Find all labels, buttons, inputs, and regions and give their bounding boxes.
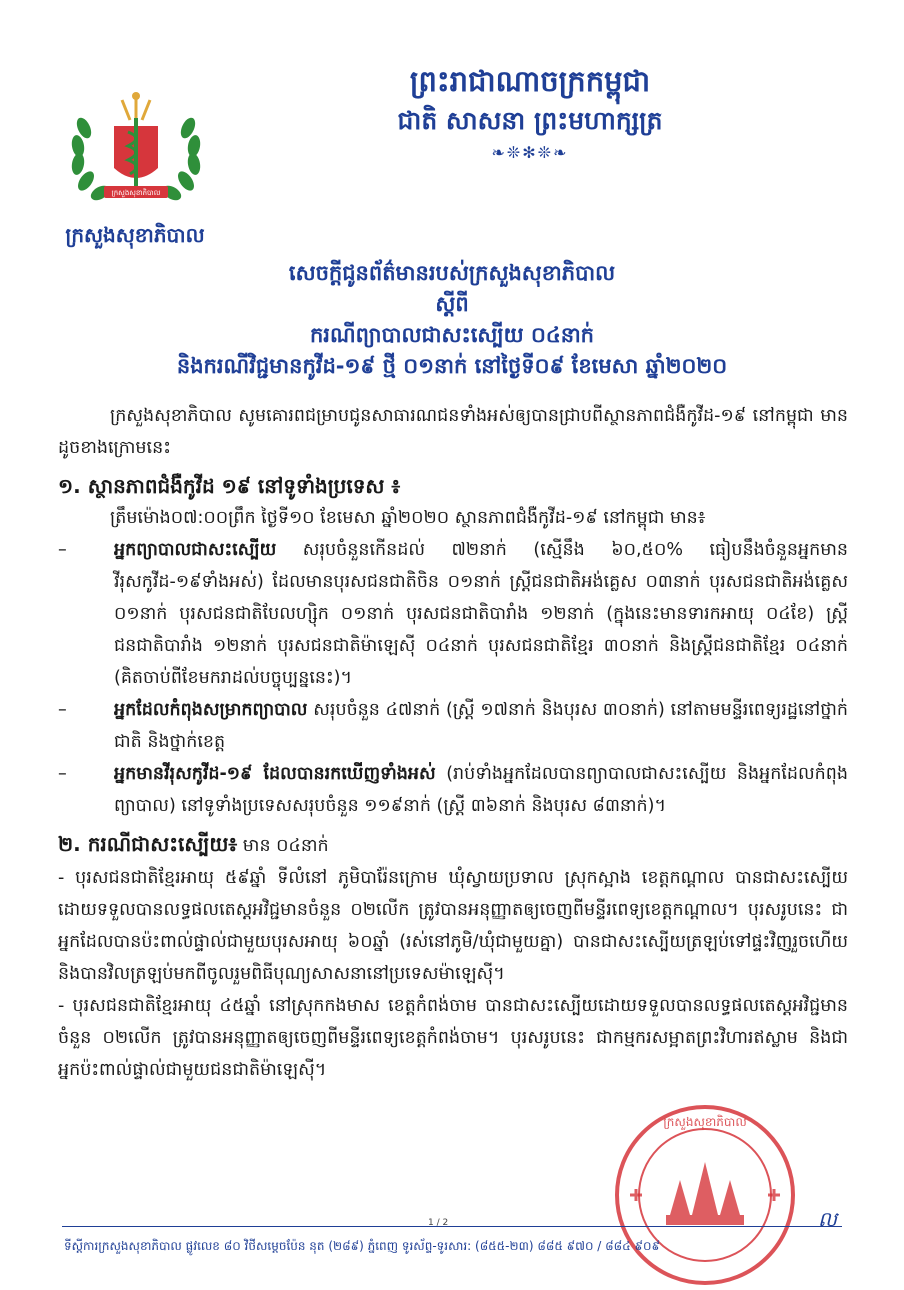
- bullet-text: សរុបចំនួន ៤៧នាក់ (ស្ត្រី ១៧នាក់ និងបុរស ៣០នាក់) នៅតាមមន្ទីរពេទ្យរដ្ឋនៅថ្នាក់ជាតិ និងថ្នាក់ខេត្ត: [114, 700, 848, 752]
- title-line-2: ស្តីពី: [435, 292, 469, 316]
- national-motto: ជាតិ សាសនា ព្រះមហាក្សត្រ: [397, 106, 663, 135]
- footer-divider: [62, 1226, 842, 1227]
- announcement-title: [60, 258, 844, 382]
- page-number: 1 / 2: [428, 1218, 449, 1228]
- seal-text: ក្រសួងសុខាភិបាល: [663, 1115, 747, 1129]
- recovery-case-1: - បុរសជនជាតិខ្មែរអាយុ ៥៩ឆ្នាំ ទីលំនៅ ភូមិបារ៉ែនក្រោម ឃុំស្វាយប្រទាល ស្រុកស្អាង ខេត្តកណ្តាល បានជាសះស្បើយ ដោយទទួលបានលទ្ធផលតេស្តអវិជ្ជមានចំនួន ០២លើក ត្រូវបានអនុញ្ញាតឲ្យចេញពីមន្ទីរពេទ្យខេត្តកណ្តាល។ បុរសរូបនេះ ជាអ្នកដែលបានប៉ះពាល់ផ្ទាល់ជាមួយបុរសអាយុ ៦០ឆ្នាំ (រស់នៅភូមិ/ឃុំជាមួយគ្នា) បានជាសះស្បើយត្រឡប់ទៅផ្ទះវិញរួចហើយ និងបានវិលត្រឡប់មកពីចូលរួមពិធីបុណ្យសាសនានៅប្រទេសម៉ាឡេស៊ី។: [58, 868, 848, 984]
- bullet-dash: –: [58, 540, 67, 560]
- letterhead: [260, 60, 800, 166]
- ministry-logo: [66, 88, 206, 218]
- list-item: [58, 758, 848, 822]
- bullet-dash: –: [58, 764, 67, 784]
- section-1-heading: ១. ស្ថានភាពជំងឺកូវីដ ១៩ នៅទូទាំងប្រទេស ៖: [58, 474, 401, 498]
- title-line-1: សេចក្តីជូនព័ត៌មានរបស់ក្រសួងសុខាភិបាល: [288, 261, 616, 285]
- bullet-label: អ្នកមានវីរុសកូវីដ-១៩ ដែលបានរកឃើញទាំងអស់: [114, 764, 436, 784]
- kingdom-title: ព្រះរាជាណាចក្រកម្ពុជា: [409, 64, 651, 98]
- bullet-dash: –: [58, 700, 67, 720]
- bullet-text: (រាប់ទាំងអ្នកដែលបានព្យាបាលជាសះស្បើយ និងអ្នកដែលកំពុងព្យាបាល) នៅទូទាំងប្រទេសសរុបចំនួន ១១៩នាក់ (ស្ត្រី ៣៦នាក់ និងបុរស ៨៣នាក់)។: [114, 764, 848, 816]
- bullet-label: អ្នកដែលកំពុងសម្រាកព្យាបាល: [114, 700, 308, 720]
- section-2-count: មាន ០៤នាក់: [237, 836, 329, 856]
- list-item: [58, 694, 848, 758]
- document-body: [58, 400, 848, 1086]
- section-2-heading: ២. ករណីជាសះស្បើយ៖ មាន ០៤នាក់: [58, 832, 329, 856]
- intro-paragraph: ក្រសួងសុខាភិបាល សូមគោរពជម្រាបជូនសាធារណជនទាំងអស់ឲ្យបានជ្រាបពីស្ថានភាពជំងឺកូវីដ-១៩ នៅកម្ពុជា មានដូចខាងក្រោមនេះ: [58, 406, 848, 458]
- list-item: [58, 534, 848, 694]
- bullet-text: សរុបចំនួនកើនដល់ ៧២នាក់ (ស្មើនឹង ៦០,៥០% ធៀបនឹងចំនួនអ្នកមានវីរុសកូវីដ-១៩ទាំងអស់) ដែលមានបុរសជនជាតិចិន ០១នាក់ ស្ត្រីជនជាតិអង់គ្លេស ០៣នាក់ បុរសជនជាតិអង់គ្លេស ០១នាក់ បុរសជនជាតិបែលហ្ស៊ិក ០១នាក់ បុរសជនជាតិបារាំង ១២នាក់ (ក្នុងនេះមានទារកអាយុ ០៤ខែ) ស្ត្រីជនជាតិបារាំង ១២នាក់ បុរសជនជាតិម៉ាឡេស៊ី ០៤នាក់ បុរសជនជាតិខ្មែរ ៣០នាក់ និងស្ត្រីជនជាតិខ្មែរ ០៤នាក់ (គិតចាប់ពីខែមករាដល់បច្ចុប្បន្ននេះ)។: [114, 540, 848, 688]
- official-seal: [600, 1100, 810, 1290]
- footer-address: ទីស្តីការក្រសួងសុខាភិបាល ផ្លូវលេខ ៨០ វិថីសម្តេចប៉ែន នុត (២៨៩) ភ្នំពេញ ទូរស័ព្ទ-ទូរសារ: (៨៥៥-២៣) ៨៨៥ ៩៧០ / ៨៨៤ ៩០៩: [64, 1239, 660, 1253]
- recovery-case-2: - បុរសជនជាតិខ្មែរអាយុ ៤៥ឆ្នាំ នៅស្រុកកងមាស ខេត្តកំពង់ចាម បានជាសះស្បើយដោយទទួលបានលទ្ធផលតេស្តអវិជ្ជមានចំនួន ០២លើក ត្រូវបានអនុញ្ញាតឲ្យចេញពីមន្ទីរពេទ្យខេត្តកំពង់ចាម។ បុរសរូបនេះ ជាកម្មករសម្អាតព្រះវិហារឥស្លាម និងជាអ្នកប៉ះពាល់ផ្ទាល់ជាមួយជនជាតិម៉ាឡេស៊ី។: [58, 996, 848, 1080]
- title-line-3: ករណីព្យាបាលជាសះស្បើយ ០៤នាក់: [309, 323, 595, 347]
- bullet-label: អ្នកព្យាបាលជាសះស្បើយ: [114, 540, 277, 560]
- ornament-divider: ❧❊✻❊❧: [491, 143, 569, 162]
- title-line-4: និងករណីវិជ្ជមានកូវីដ-១៩ ថ្មី ០១នាក់ នៅថ្ងៃទី០៩ ខែមេសា ឆ្នាំ២០២០: [176, 354, 728, 378]
- logo-banner-text: ក្រសួងសុខាភិបាល: [111, 189, 161, 197]
- section-1-lead: ត្រឹមម៉ោង០៧:០០ព្រឹក ថ្ងៃទី១០ ខែមេសា ឆ្នាំ២០២០ ស្ថានភាពជំងឺកូវីដ-១៩ នៅកម្ពុជា មាន៖: [110, 508, 706, 528]
- signature-initial: ល: [818, 1207, 838, 1231]
- ministry-name: ក្រសួងសុខាភិបាល: [65, 223, 205, 247]
